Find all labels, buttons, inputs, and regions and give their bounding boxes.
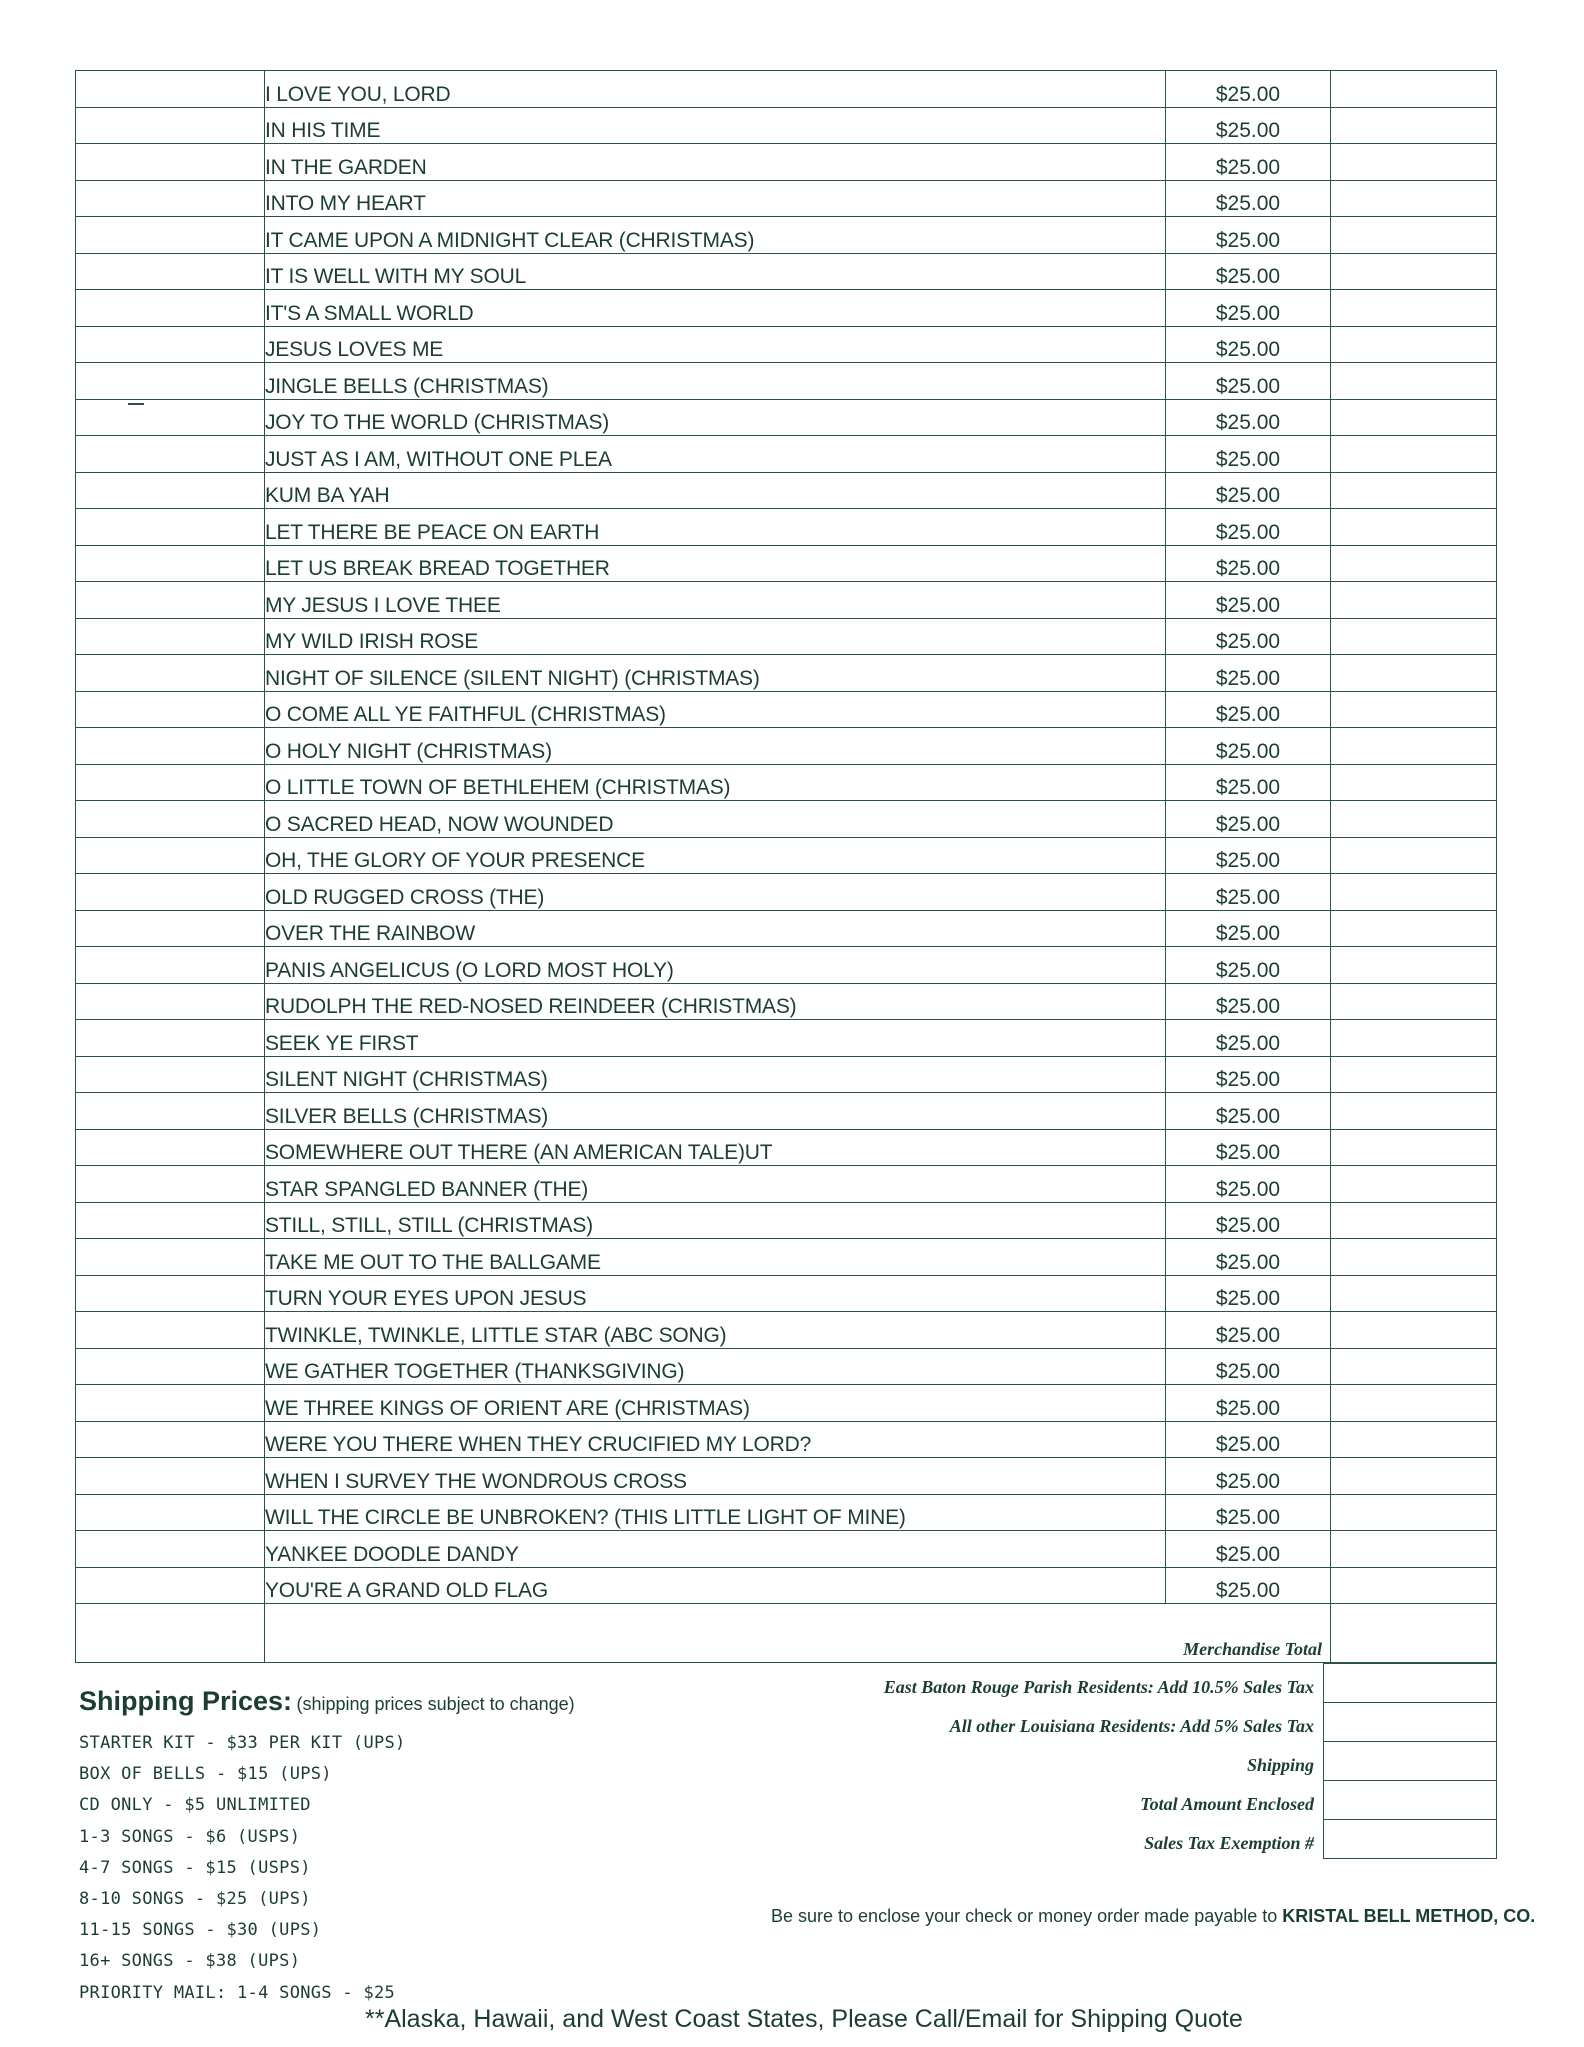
qty-cell[interactable] — [76, 1348, 265, 1385]
song-title: O COME ALL YE FAITHFUL (CHRISTMAS) — [265, 691, 1166, 728]
line-total-cell[interactable] — [1331, 874, 1497, 911]
shipping-price-item: 4-7 SONGS - $15 (USPS) — [79, 1857, 311, 1878]
song-row — [76, 1348, 1497, 1385]
shipping-price-item: STARTER KIT - $33 PER KIT (UPS) — [79, 1733, 406, 1753]
song-title: IN THE GARDEN — [265, 144, 1166, 181]
song-row — [76, 180, 1497, 217]
song-order-table — [75, 70, 1497, 1663]
qty-cell[interactable] — [76, 1020, 265, 1057]
line-total-cell[interactable] — [1331, 144, 1497, 181]
line-total-cell[interactable] — [1331, 1129, 1497, 1166]
shipping-price-item: 1-3 SONGS - $6 (USPS) — [79, 1826, 301, 1847]
song-title: O LITTLE TOWN OF BETHLEHEM (CHRISTMAS) — [265, 764, 1166, 801]
song-title: TWINKLE, TWINKLE, LITTLE STAR (ABC SONG) — [265, 1312, 1166, 1349]
total-enclosed-label: Total Amount Enclosed — [1140, 1794, 1314, 1814]
qty-cell[interactable] — [76, 217, 265, 254]
qty-cell[interactable] — [76, 1421, 265, 1458]
line-total-cell[interactable] — [1331, 728, 1497, 765]
shipping-price-item: BOX OF BELLS - $15 (UPS) — [79, 1764, 332, 1785]
song-price: $25.00 — [1166, 144, 1331, 181]
song-row — [76, 764, 1497, 801]
song-price: $25.00 — [1166, 618, 1331, 655]
song-row — [76, 1312, 1497, 1349]
song-price: $25.00 — [1166, 837, 1331, 874]
shipping-price-item: PRIORITY MAIL: 1-4 SONGS - $25 — [79, 1982, 396, 2003]
line-total-cell[interactable] — [1331, 436, 1497, 473]
shipping-label: Shipping — [1246, 1755, 1314, 1775]
qty-cell[interactable] — [76, 107, 265, 144]
song-price: $25.00 — [1166, 1458, 1331, 1495]
song-title: TURN YOUR EYES UPON JESUS — [265, 1275, 1166, 1312]
qty-cell[interactable] — [76, 363, 265, 400]
song-title: WE THREE KINGS OF ORIENT ARE (CHRISTMAS) — [265, 1385, 1166, 1422]
song-title: WERE YOU THERE WHEN THEY CRUCIFIED MY LORD? — [265, 1421, 1166, 1458]
line-total-cell[interactable] — [1331, 1385, 1497, 1422]
song-title: LET THERE BE PEACE ON EARTH — [265, 509, 1166, 546]
qty-cell[interactable] — [76, 1056, 265, 1093]
line-total-cell[interactable] — [1331, 217, 1497, 254]
line-total-cell[interactable] — [1331, 1056, 1497, 1093]
song-title: KUM BA YAH — [265, 472, 1166, 509]
shipping-prices-heading — [79, 1686, 575, 1717]
line-total-cell[interactable] — [1331, 1166, 1497, 1203]
song-price: $25.00 — [1166, 253, 1331, 290]
qty-cell[interactable] — [76, 545, 265, 582]
la-tax-label: All other Louisiana Residents: Add 5% Sales Tax — [949, 1716, 1314, 1736]
line-total-cell[interactable] — [1331, 1239, 1497, 1276]
shipping-subtitle: (shipping prices subject to change) — [296, 1694, 575, 1714]
song-price: $25.00 — [1166, 217, 1331, 254]
line-total-cell[interactable] — [1331, 363, 1497, 400]
totals-summary-table — [1323, 1663, 1497, 1859]
song-title: IN HIS TIME — [265, 107, 1166, 144]
song-price: $25.00 — [1166, 1056, 1331, 1093]
line-total-cell[interactable] — [1331, 910, 1497, 947]
song-title: INTO MY HEART — [265, 180, 1166, 217]
qty-cell[interactable] — [76, 253, 265, 290]
line-total-cell[interactable] — [1331, 691, 1497, 728]
line-total-cell[interactable] — [1331, 983, 1497, 1020]
qty-cell[interactable] — [76, 180, 265, 217]
song-row — [76, 253, 1497, 290]
qty-cell[interactable] — [76, 290, 265, 327]
song-row — [76, 1494, 1497, 1531]
line-total-cell[interactable] — [1331, 1458, 1497, 1495]
song-row — [76, 1020, 1497, 1057]
qty-cell[interactable] — [76, 1385, 265, 1422]
song-row — [76, 1421, 1497, 1458]
song-row — [76, 363, 1497, 400]
qty-cell[interactable] — [76, 582, 265, 619]
line-total-cell[interactable] — [1331, 545, 1497, 582]
song-row — [76, 1531, 1497, 1568]
qty-cell[interactable] — [76, 655, 265, 692]
line-total-cell[interactable] — [1331, 1567, 1497, 1604]
song-row — [76, 1166, 1497, 1203]
line-total-cell[interactable] — [1331, 399, 1497, 436]
qty-cell[interactable] — [76, 618, 265, 655]
song-price: $25.00 — [1166, 1020, 1331, 1057]
line-total-cell[interactable] — [1331, 1494, 1497, 1531]
song-title: NIGHT OF SILENCE (SILENT NIGHT) (CHRISTMAS) — [265, 655, 1166, 692]
song-row — [76, 1239, 1497, 1276]
song-row — [76, 1567, 1497, 1604]
song-title: WHEN I SURVEY THE WONDROUS CROSS — [265, 1458, 1166, 1495]
song-title: OLD RUGGED CROSS (THE) — [265, 874, 1166, 911]
merchandise-total-row — [76, 1604, 1497, 1663]
shipping-quote-note: **Alaska, Hawaii, and West Coast States, Please Call/Email for Shipping Quote — [365, 2005, 1243, 2033]
shipping-price-item: 16+ SONGS - $38 (UPS) — [79, 1951, 301, 1972]
song-row — [76, 399, 1497, 436]
song-title: JOY TO THE WORLD (CHRISTMAS) — [265, 399, 1166, 436]
song-row — [76, 1458, 1497, 1495]
qty-cell[interactable] — [76, 801, 265, 838]
song-title: STAR SPANGLED BANNER (THE) — [265, 1166, 1166, 1203]
song-row — [76, 837, 1497, 874]
song-price: $25.00 — [1166, 1093, 1331, 1130]
song-title: RUDOLPH THE RED-NOSED REINDEER (CHRISTMAS) — [265, 983, 1166, 1020]
song-price: $25.00 — [1166, 472, 1331, 509]
song-row — [76, 436, 1497, 473]
line-total-cell[interactable] — [1331, 618, 1497, 655]
shipping-field[interactable] — [1324, 1742, 1497, 1781]
qty-cell[interactable] — [76, 1166, 265, 1203]
song-title: SOMEWHERE OUT THERE (AN AMERICAN TALE)UT — [265, 1129, 1166, 1166]
song-row — [76, 509, 1497, 546]
song-price: $25.00 — [1166, 180, 1331, 217]
qty-cell[interactable] — [76, 1239, 265, 1276]
song-row — [76, 947, 1497, 984]
song-price: $25.00 — [1166, 801, 1331, 838]
song-row — [76, 326, 1497, 363]
song-price: $25.00 — [1166, 326, 1331, 363]
line-total-cell[interactable] — [1331, 71, 1497, 108]
merchandise-total-label: Merchandise Total — [265, 1604, 1331, 1663]
song-title: SILENT NIGHT (CHRISTMAS) — [265, 1056, 1166, 1093]
song-row — [76, 691, 1497, 728]
song-row — [76, 728, 1497, 765]
qty-cell[interactable] — [76, 1202, 265, 1239]
song-row — [76, 472, 1497, 509]
line-total-cell[interactable] — [1331, 290, 1497, 327]
tax-exemption-field[interactable] — [1324, 1820, 1497, 1859]
qty-cell[interactable] — [76, 874, 265, 911]
line-total-cell[interactable] — [1331, 1531, 1497, 1568]
line-total-cell[interactable] — [1331, 326, 1497, 363]
song-row — [76, 1275, 1497, 1312]
song-title: YANKEE DOODLE DANDY — [265, 1531, 1166, 1568]
song-price: $25.00 — [1166, 947, 1331, 984]
line-total-cell[interactable] — [1331, 655, 1497, 692]
line-total-cell[interactable] — [1331, 180, 1497, 217]
song-price: $25.00 — [1166, 764, 1331, 801]
song-price: $25.00 — [1166, 874, 1331, 911]
song-price: $25.00 — [1166, 107, 1331, 144]
qty-cell[interactable] — [76, 326, 265, 363]
song-price: $25.00 — [1166, 1312, 1331, 1349]
song-title: O SACRED HEAD, NOW WOUNDED — [265, 801, 1166, 838]
song-row — [76, 71, 1497, 108]
song-title: I LOVE YOU, LORD — [265, 71, 1166, 108]
shipping-title: Shipping Prices: — [79, 1686, 293, 1716]
song-row — [76, 1129, 1497, 1166]
qty-cell[interactable] — [76, 1531, 265, 1568]
qty-cell[interactable] — [76, 71, 265, 108]
song-price: $25.00 — [1166, 1494, 1331, 1531]
song-title: IT CAME UPON A MIDNIGHT CLEAR (CHRISTMAS) — [265, 217, 1166, 254]
song-price: $25.00 — [1166, 728, 1331, 765]
song-title: SEEK YE FIRST — [265, 1020, 1166, 1057]
qty-cell[interactable] — [76, 910, 265, 947]
song-row — [76, 290, 1497, 327]
song-price: $25.00 — [1166, 1421, 1331, 1458]
payment-note — [771, 1906, 1535, 1927]
song-price: $25.00 — [1166, 691, 1331, 728]
song-row — [76, 1056, 1497, 1093]
pencil-tick-mark — [128, 403, 144, 405]
line-total-cell[interactable] — [1331, 1275, 1497, 1312]
song-price: $25.00 — [1166, 436, 1331, 473]
song-row — [76, 107, 1497, 144]
song-price: $25.00 — [1166, 655, 1331, 692]
song-row — [76, 217, 1497, 254]
song-row — [76, 1202, 1497, 1239]
ebr-tax-field[interactable] — [1324, 1664, 1497, 1703]
line-total-cell[interactable] — [1331, 107, 1497, 144]
qty-cell[interactable] — [76, 1604, 265, 1663]
song-title: OVER THE RAINBOW — [265, 910, 1166, 947]
shipping-price-item: 8-10 SONGS - $25 (UPS) — [79, 1889, 311, 1909]
song-title: O HOLY NIGHT (CHRISTMAS) — [265, 728, 1166, 765]
qty-cell[interactable] — [76, 728, 265, 765]
line-total-cell[interactable] — [1331, 253, 1497, 290]
ebr-tax-label: East Baton Rouge Parish Residents: Add 10.5% Sales Tax — [883, 1677, 1314, 1697]
song-row — [76, 1093, 1497, 1130]
song-title: IT IS WELL WITH MY SOUL — [265, 253, 1166, 290]
song-row — [76, 655, 1497, 692]
total-enclosed-field[interactable] — [1324, 1781, 1497, 1820]
qty-cell[interactable] — [76, 144, 265, 181]
song-price: $25.00 — [1166, 1275, 1331, 1312]
song-price: $25.00 — [1166, 545, 1331, 582]
song-row — [76, 874, 1497, 911]
song-price: $25.00 — [1166, 1166, 1331, 1203]
line-total-cell[interactable] — [1331, 472, 1497, 509]
line-total-cell[interactable] — [1331, 1020, 1497, 1057]
song-price: $25.00 — [1166, 1239, 1331, 1276]
song-title: WILL THE CIRCLE BE UNBROKEN? (THIS LITTLE LIGHT OF MINE) — [265, 1494, 1166, 1531]
song-price: $25.00 — [1166, 71, 1331, 108]
song-title: OH, THE GLORY OF YOUR PRESENCE — [265, 837, 1166, 874]
qty-cell[interactable] — [76, 1312, 265, 1349]
qty-cell[interactable] — [76, 1458, 265, 1495]
qty-cell[interactable] — [76, 1093, 265, 1130]
song-title: PANIS ANGELICUS (O LORD MOST HOLY) — [265, 947, 1166, 984]
payee-name: KRISTAL BELL METHOD, CO. — [1282, 1906, 1536, 1926]
qty-cell[interactable] — [76, 436, 265, 473]
line-total-cell[interactable] — [1331, 1202, 1497, 1239]
song-title: SILVER BELLS (CHRISTMAS) — [265, 1093, 1166, 1130]
line-total-cell[interactable] — [1331, 1348, 1497, 1385]
song-row — [76, 144, 1497, 181]
song-row — [76, 618, 1497, 655]
shipping-price-item: CD ONLY - $5 UNLIMITED — [79, 1795, 311, 1816]
line-total-cell[interactable] — [1331, 509, 1497, 546]
song-title: JINGLE BELLS (CHRISTMAS) — [265, 363, 1166, 400]
qty-cell[interactable] — [76, 947, 265, 984]
qty-cell[interactable] — [76, 1494, 265, 1531]
song-title: WE GATHER TOGETHER (THANKSGIVING) — [265, 1348, 1166, 1385]
line-total-cell[interactable] — [1331, 582, 1497, 619]
song-title: YOU'RE A GRAND OLD FLAG — [265, 1567, 1166, 1604]
song-title: TAKE ME OUT TO THE BALLGAME — [265, 1239, 1166, 1276]
line-total-cell[interactable] — [1331, 801, 1497, 838]
la-tax-field[interactable] — [1324, 1703, 1497, 1742]
song-title: JESUS LOVES ME — [265, 326, 1166, 363]
qty-cell[interactable] — [76, 509, 265, 546]
song-price: $25.00 — [1166, 582, 1331, 619]
qty-cell[interactable] — [76, 691, 265, 728]
tax-exemption-label: Sales Tax Exemption # — [1144, 1833, 1314, 1853]
qty-cell[interactable] — [76, 1567, 265, 1604]
qty-cell[interactable] — [76, 983, 265, 1020]
song-price: $25.00 — [1166, 290, 1331, 327]
song-title: STILL, STILL, STILL (CHRISTMAS) — [265, 1202, 1166, 1239]
payment-note-text: Be sure to enclose your check or money order made payable to — [771, 1906, 1283, 1926]
line-total-cell[interactable] — [1331, 764, 1497, 801]
shipping-price-item: 11-15 SONGS - $30 (UPS) — [79, 1920, 322, 1941]
song-price: $25.00 — [1166, 910, 1331, 947]
song-price: $25.00 — [1166, 1129, 1331, 1166]
song-price: $25.00 — [1166, 1567, 1331, 1604]
song-row — [76, 983, 1497, 1020]
song-row — [76, 910, 1497, 947]
song-price: $25.00 — [1166, 399, 1331, 436]
line-total-cell[interactable] — [1331, 1093, 1497, 1130]
song-price: $25.00 — [1166, 1202, 1331, 1239]
song-title: JUST AS I AM, WITHOUT ONE PLEA — [265, 436, 1166, 473]
song-title: LET US BREAK BREAD TOGETHER — [265, 545, 1166, 582]
song-row — [76, 582, 1497, 619]
song-price: $25.00 — [1166, 1385, 1331, 1422]
song-title: MY WILD IRISH ROSE — [265, 618, 1166, 655]
qty-cell[interactable] — [76, 764, 265, 801]
song-price: $25.00 — [1166, 983, 1331, 1020]
qty-cell[interactable] — [76, 399, 265, 436]
qty-cell[interactable] — [76, 837, 265, 874]
line-total-cell[interactable] — [1331, 947, 1497, 984]
qty-cell[interactable] — [76, 472, 265, 509]
song-price: $25.00 — [1166, 363, 1331, 400]
song-price: $25.00 — [1166, 1531, 1331, 1568]
line-total-cell[interactable] — [1331, 837, 1497, 874]
song-row — [76, 801, 1497, 838]
qty-cell[interactable] — [76, 1129, 265, 1166]
line-total-cell[interactable] — [1331, 1421, 1497, 1458]
song-price: $25.00 — [1166, 1348, 1331, 1385]
line-total-cell[interactable] — [1331, 1312, 1497, 1349]
song-title: MY JESUS I LOVE THEE — [265, 582, 1166, 619]
qty-cell[interactable] — [76, 1275, 265, 1312]
song-row — [76, 545, 1497, 582]
song-price: $25.00 — [1166, 509, 1331, 546]
merchandise-total-field[interactable] — [1331, 1604, 1497, 1663]
song-title: IT'S A SMALL WORLD — [265, 290, 1166, 327]
song-row — [76, 1385, 1497, 1422]
